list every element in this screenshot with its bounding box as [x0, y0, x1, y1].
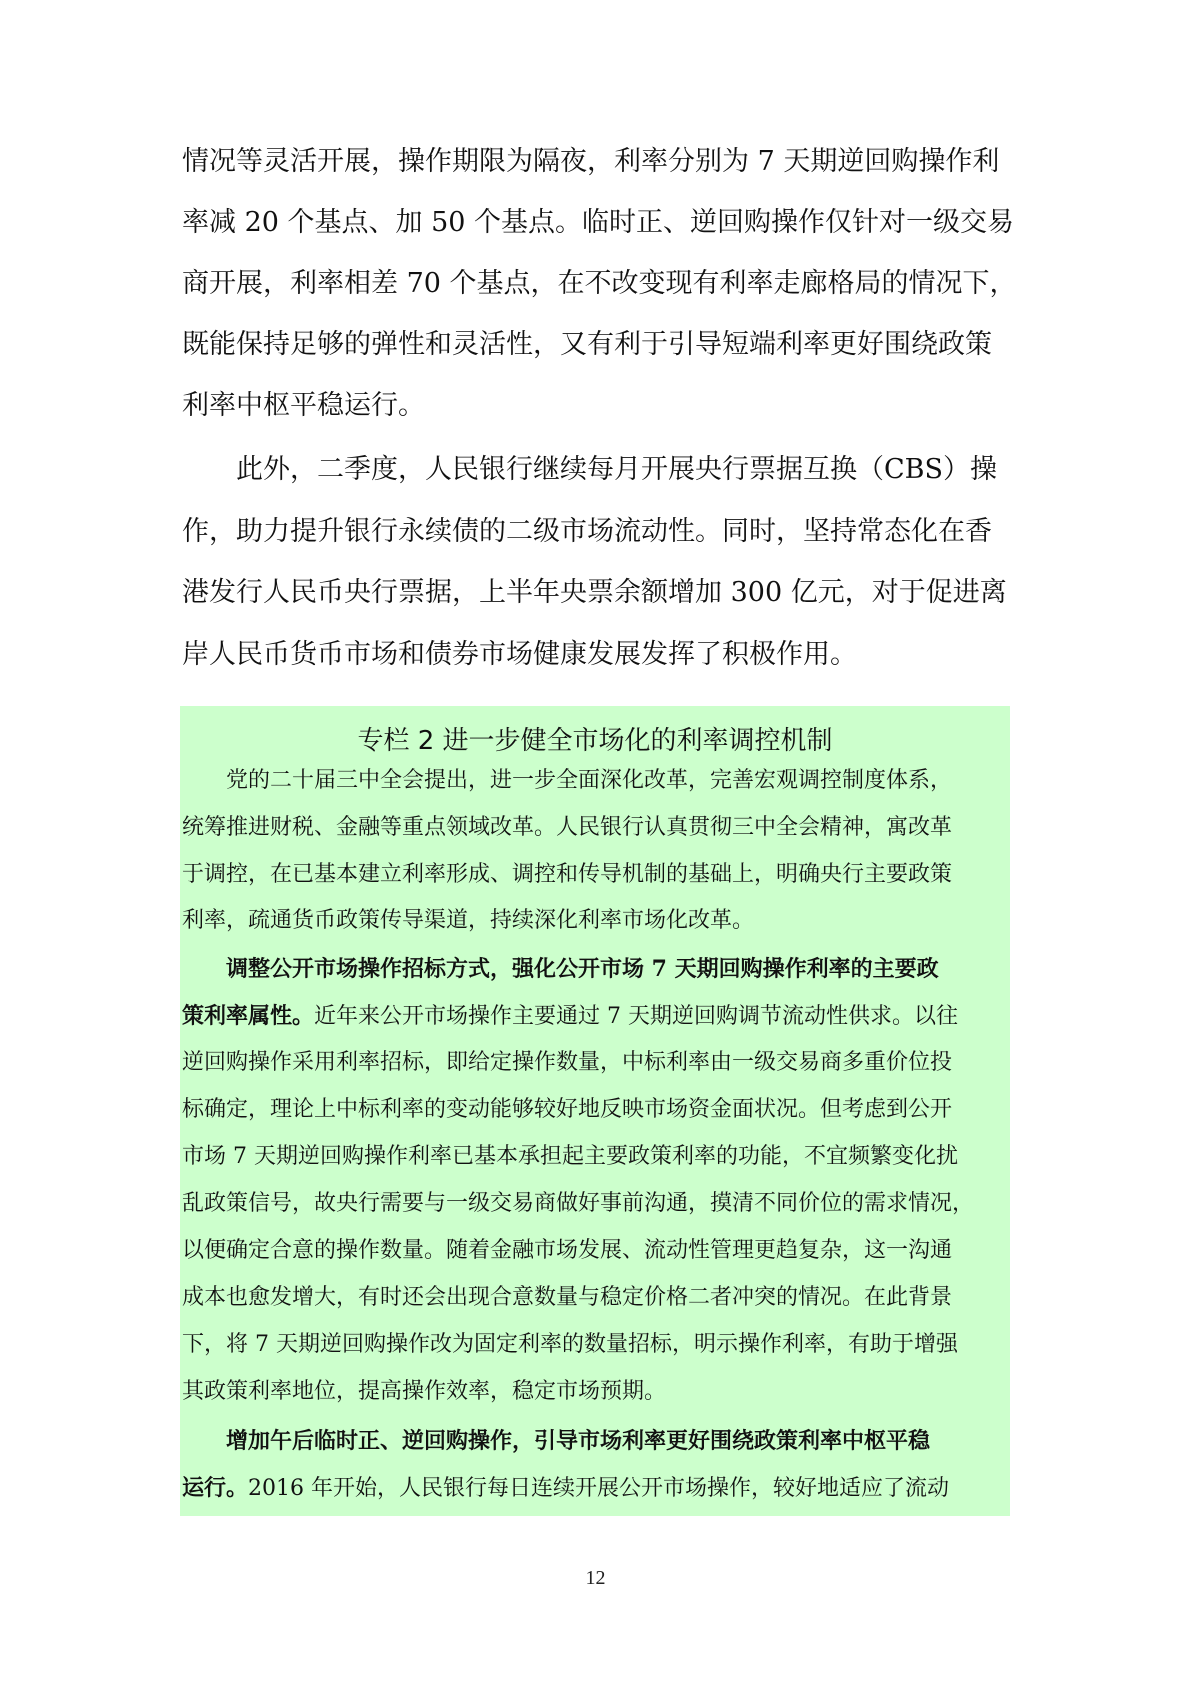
text-line: 情况等灵活开展，操作期限为隔夜，利率分别为 7 天期逆回购操作利 [182, 146, 1000, 177]
box-text-line: 逆回购操作采用利率招标，即给定操作数量，中标利率由一级交易商多重价位投 [182, 1050, 953, 1075]
text-line: 作，助力提升银行永续债的二级市场流动性。同时，坚持常态化在香 [182, 516, 992, 547]
box-text-line: 于调控，在已基本建立利率形成、调控和传导机制的基础上，明确央行主要政策 [182, 862, 953, 887]
text-line: 商开展，利率相差 70 个基点，在不改变现有利率走廊格局的情况下， [182, 268, 1017, 299]
box-text-line: 下，将 7 天期逆回购操作改为固定利率的数量招标，明示操作利率，有助于增强 [182, 1332, 958, 1357]
box-text-line: 统筹推进财税、金融等重点领域改革。人民银行认真贯彻三中全会精神，寓改革 [182, 815, 953, 840]
box-text-line [182, 1001, 958, 1031]
box-text-line: 市场 7 天期逆回购操作利率已基本承担起主要政策利率的功能，不宜频繁变化扰 [182, 1144, 958, 1169]
box-subheading: 运行。 [182, 1475, 249, 1501]
text-line: 率减 20 个基点、加 50 个基点。临时正、逆回购操作仅针对一级交易 [182, 207, 1015, 238]
box-text-line: 利率，疏通货币政策传导渠道，持续深化利率市场化改革。 [182, 908, 755, 933]
box-title: 专栏 2 进一步健全市场化的利率调控机制 [357, 726, 833, 756]
box-text-line: 以便确定合意的操作数量。随着金融市场发展、流动性管理更趋复杂，这一沟通 [182, 1238, 953, 1263]
box-text-line [182, 1473, 949, 1503]
text-line: 港发行人民币央行票据，上半年央票余额增加 300 亿元，对于促进离 [182, 577, 1007, 608]
box-text-line: 党的二十届三中全会提出，进一步全面深化改革，完善宏观调控制度体系， [226, 768, 953, 793]
box-text-line: 乱政策信号，故央行需要与一级交易商做好事前沟通，摸清不同价位的需求情况， [182, 1191, 975, 1216]
box-text-line: 其政策利率地位，提高操作效率，稳定市场预期。 [182, 1379, 667, 1404]
box-subheading: 策利率属性。 [182, 1003, 315, 1029]
box-subheading: 调整公开市场操作招标方式，强化公开市场 7 天期回购操作利率的主要政 [226, 956, 939, 982]
box-text: 近年来公开市场操作主要通过 7 天期逆回购调节流动性供求。以往 [314, 1004, 959, 1029]
page-number: 12 [585, 1567, 606, 1589]
text-line: 利率中枢平稳运行。 [182, 390, 425, 421]
text-line: 岸人民币货币市场和债券市场健康发展发挥了积极作用。 [182, 639, 857, 670]
box-subheading: 增加午后临时正、逆回购操作，引导市场利率更好围绕政策利率中枢平稳 [226, 1428, 931, 1454]
box-text-line: 成本也愈发增大，有时还会出现合意数量与稳定价格二者冲突的情况。在此背景 [182, 1285, 953, 1310]
box-text: 2016 年开始，人民银行每日连续开展公开市场操作，较好地适应了流动 [248, 1476, 949, 1501]
sidebar-box-column-2 [180, 706, 1010, 1516]
text-line: 此外，二季度，人民银行继续每月开展央行票据互换（CBS）操 [236, 454, 997, 485]
text-line: 既能保持足够的弹性和灵活性，又有利于引导短端利率更好围绕政策 [182, 329, 992, 360]
box-text-line: 标确定，理论上中标利率的变动能够较好地反映市场资金面状况。但考虑到公开 [182, 1097, 953, 1122]
